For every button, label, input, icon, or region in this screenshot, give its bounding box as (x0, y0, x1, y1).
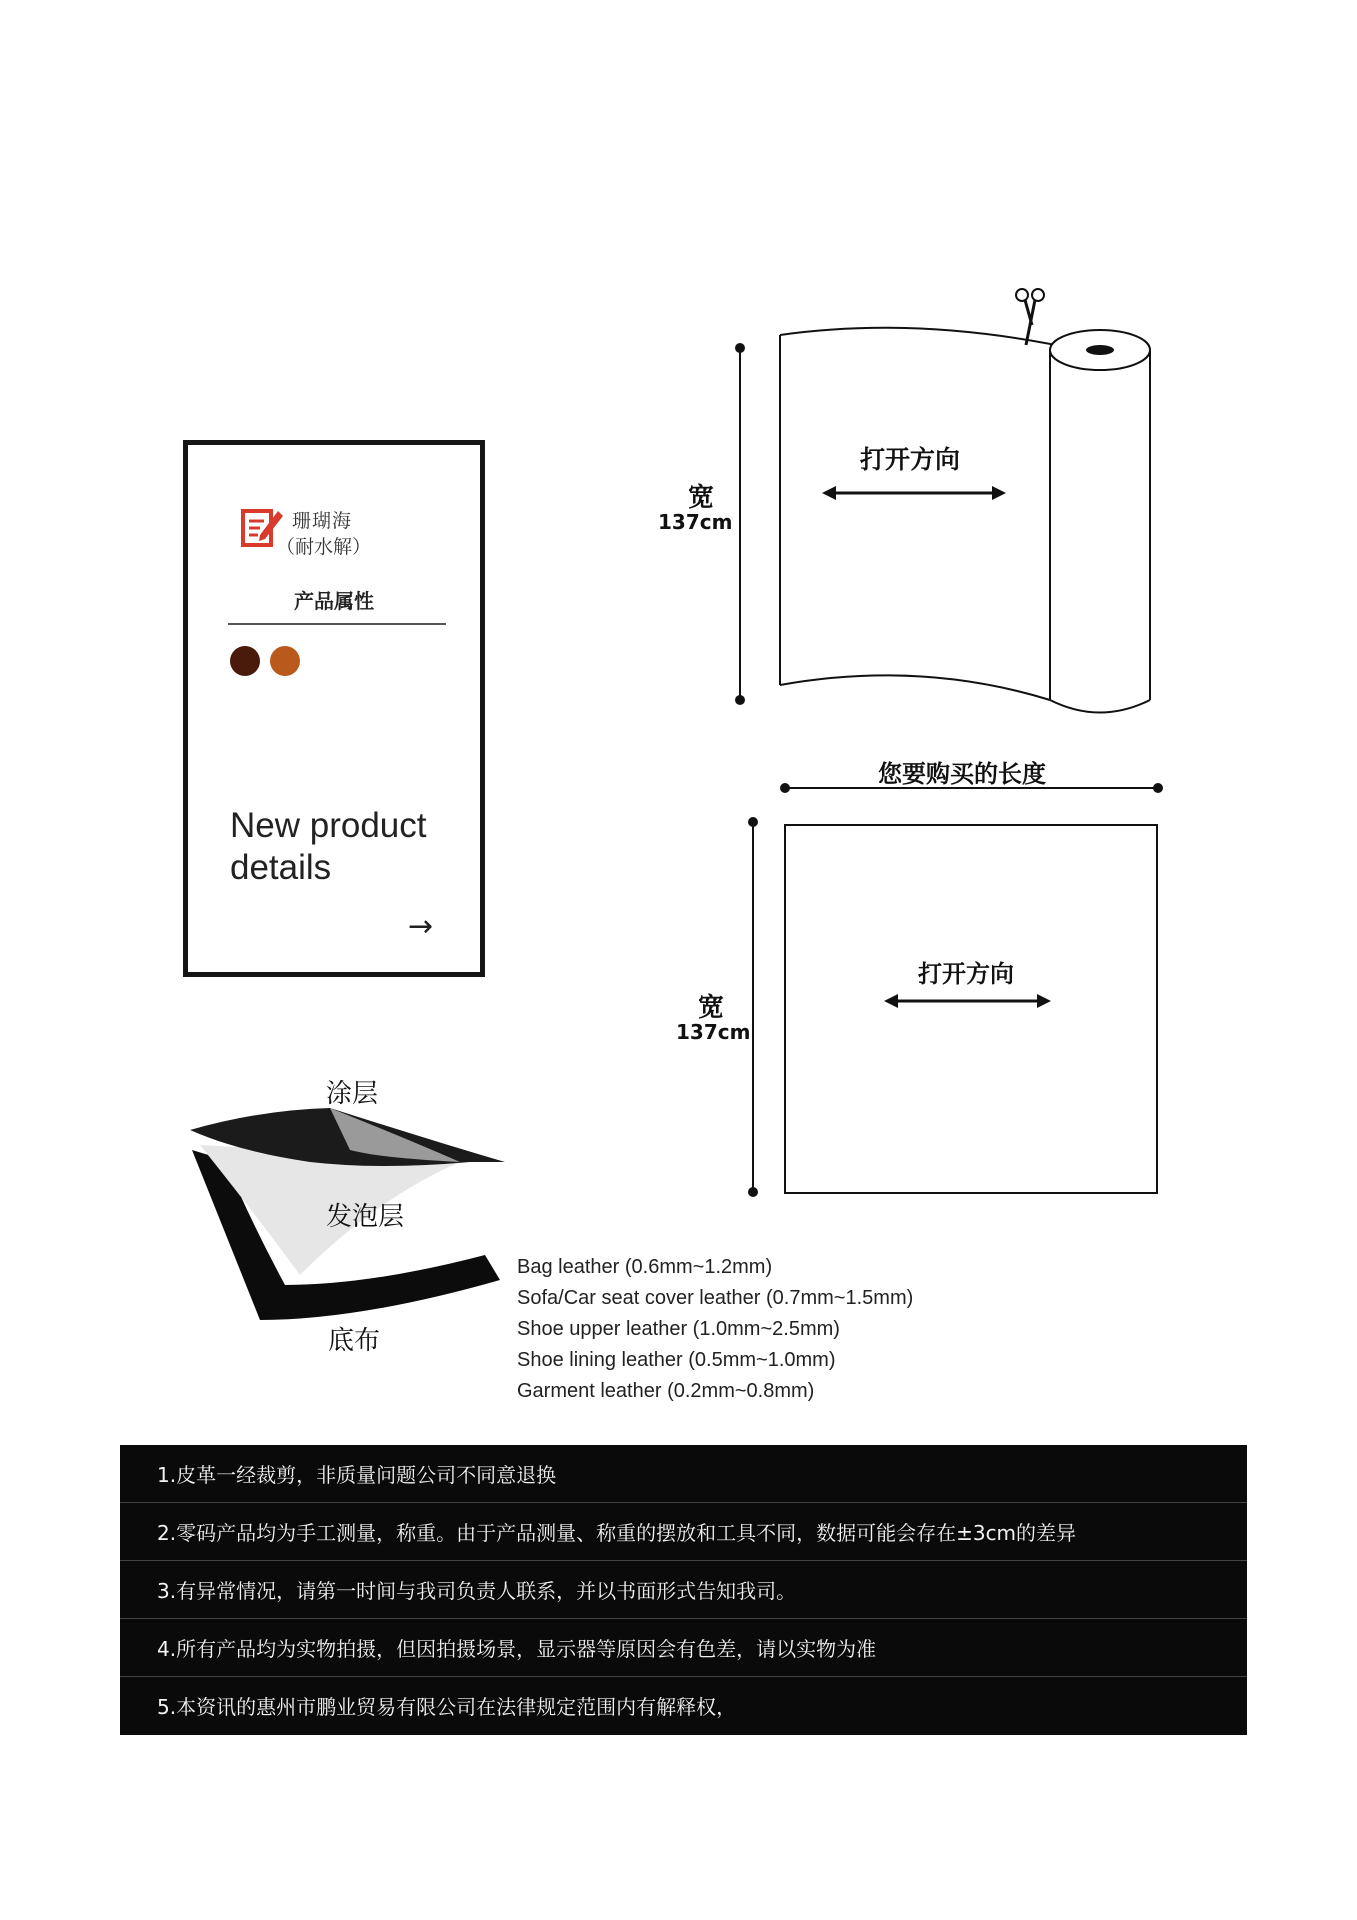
roll-width-label: 宽 (688, 483, 715, 513)
purchase-length-label: 您要购买的长度 (878, 760, 1046, 788)
notice-text: 5.本资讯的惠州市鹏业贸易有限公司在法律规定范围内有解释权， (157, 1695, 737, 1719)
scissors-icon (1010, 285, 1050, 355)
notice-row (120, 1677, 1247, 1735)
product-properties-title: 产品属性 (294, 589, 374, 613)
sheet-diagram (740, 770, 1180, 1210)
spec-item: Shoe lining leather (0.5mm~1.0mm) (517, 1349, 836, 1371)
foam-layer-label: 发泡层 (326, 1202, 405, 1232)
divider (228, 623, 446, 625)
color-swatch-dark-brown (230, 646, 260, 676)
notice-text: 3.有异常情况，请第一时间与我司负责人联系，并以书面形式告知我司。 (157, 1579, 797, 1603)
notice-row (120, 1445, 1247, 1503)
spec-item: Sofa/Car seat cover leather (0.7mm~1.5mm) (517, 1287, 914, 1309)
notice-text: 4.所有产品均为实物拍摄，但因拍摄场景，显示器等原因会有色差，请以实物为准 (157, 1637, 877, 1661)
base-fabric-label: 底布 (328, 1326, 381, 1356)
roll-width-value: 137cm (658, 510, 733, 534)
sheet-width-label: 宽 (698, 993, 725, 1023)
thickness-spec-list (517, 1252, 913, 1407)
notice-panel (120, 1445, 1247, 1735)
spec-item: Bag leather (0.6mm~1.2mm) (517, 1256, 773, 1278)
brand-name: 珊瑚海 (292, 510, 353, 532)
arrow-right-icon: → (408, 909, 434, 944)
roll-direction-label: 打开方向 (860, 445, 961, 474)
product-card (183, 440, 485, 977)
brand-subtitle: （耐水解） (276, 536, 372, 558)
notice-row (120, 1561, 1247, 1619)
new-product-details-title: New product details (230, 806, 427, 887)
spec-item: Shoe upper leather (1.0mm~2.5mm) (517, 1318, 840, 1340)
sheet-direction-label: 打开方向 (918, 960, 1014, 988)
notice-text: 1.皮革一经裁剪，非质量问题公司不同意退换 (157, 1463, 557, 1487)
notice-text: 2.零码产品均为手工测量，称重。由于产品测量、称重的摆放和工具不同，数据可能会存在±3cm的差异 (157, 1521, 1077, 1545)
roll-diagram (700, 280, 1180, 720)
color-swatch-tan (270, 646, 300, 676)
sheet-width-value: 137cm (676, 1020, 751, 1044)
coating-layer-label: 涂层 (326, 1079, 379, 1109)
notice-row (120, 1619, 1247, 1677)
notice-row (120, 1503, 1247, 1561)
spec-item: Garment leather (0.2mm~0.8mm) (517, 1380, 815, 1402)
